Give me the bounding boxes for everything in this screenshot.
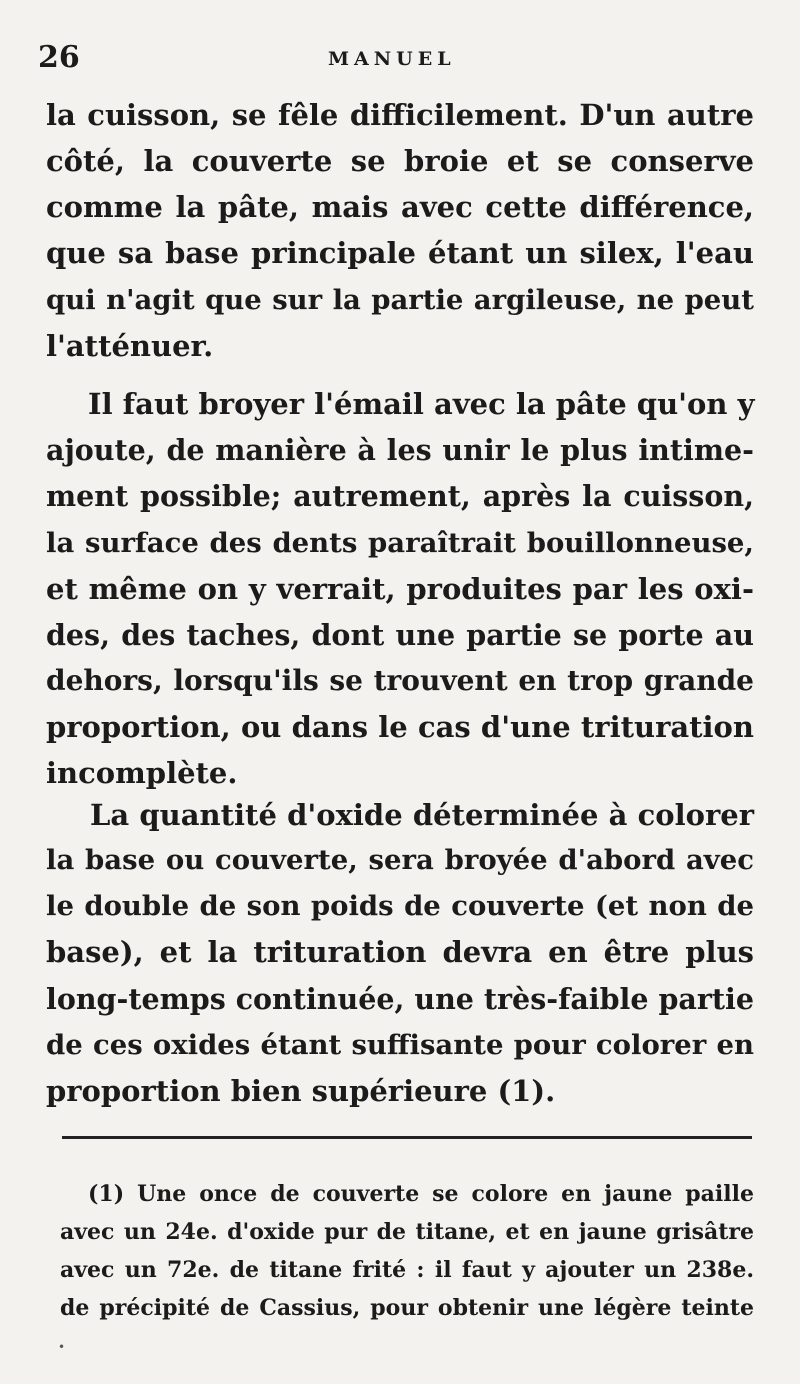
text-line: ajoute, de manière à les unir le plus intime-: [46, 433, 754, 467]
text-line: proportion, ou dans le cas d'une trituration: [46, 710, 754, 744]
text-line: que sa base principale étant un silex, l'eau: [46, 236, 754, 270]
running-head: MANUEL: [328, 48, 456, 70]
footnote-line: (1) Une once de couverte se colore en jaune paille: [88, 1181, 754, 1207]
text-line: incomplète.: [46, 756, 238, 790]
footnote-separator: [62, 1136, 752, 1139]
print-speck: •: [58, 1340, 66, 1354]
text-line: la cuisson, se fêle difficilement. D'un autre: [46, 98, 754, 132]
text-line: la base ou couverte, sera broyée d'abord avec: [46, 844, 754, 876]
text-line: base), et la trituration devra en être plus: [46, 935, 754, 969]
footnote-line: avec un 72e. de titane frité : il faut y ajouter un 238e.: [60, 1257, 754, 1283]
paragraph-first-line: La quantité d'oxide déterminée à colorer: [90, 798, 754, 832]
text-line: des, des taches, dont une partie se porte au: [46, 618, 754, 652]
text-line: dehors, lorsqu'ils se trouvent en trop grande: [46, 664, 754, 697]
text-line: proportion bien supérieure (1).: [46, 1074, 556, 1108]
page-number: 26: [38, 40, 80, 75]
footnote-line: avec un 24e. d'oxide pur de titane, et en jaune grisâtre: [60, 1219, 754, 1245]
text-line: la surface des dents paraîtrait bouillonneuse,: [46, 527, 754, 559]
text-line: côté, la couverte se broie et se conserve: [46, 144, 754, 178]
text-line: de ces oxides étant suffisante pour colorer en: [46, 1029, 754, 1061]
text-line: qui n'agit que sur la partie argileuse, ne peut: [46, 284, 754, 316]
page-header: [38, 40, 758, 80]
footnote-line: de précipité de Cassius, pour obtenir une légère teinte: [60, 1295, 754, 1321]
text-line: long-temps continuée, une très-faible partie: [46, 982, 754, 1016]
text-line: comme la pâte, mais avec cette différence,: [46, 190, 754, 224]
text-line: le double de son poids de couverte (et non de: [46, 890, 754, 922]
text-line: et même on y verrait, produites par les oxi-: [46, 572, 754, 606]
text-line: ment possible; autrement, après la cuisson,: [46, 479, 754, 513]
text-line: l'atténuer.: [46, 329, 214, 363]
paragraph-first-line: Il faut broyer l'émail avec la pâte qu'on y: [88, 387, 755, 421]
